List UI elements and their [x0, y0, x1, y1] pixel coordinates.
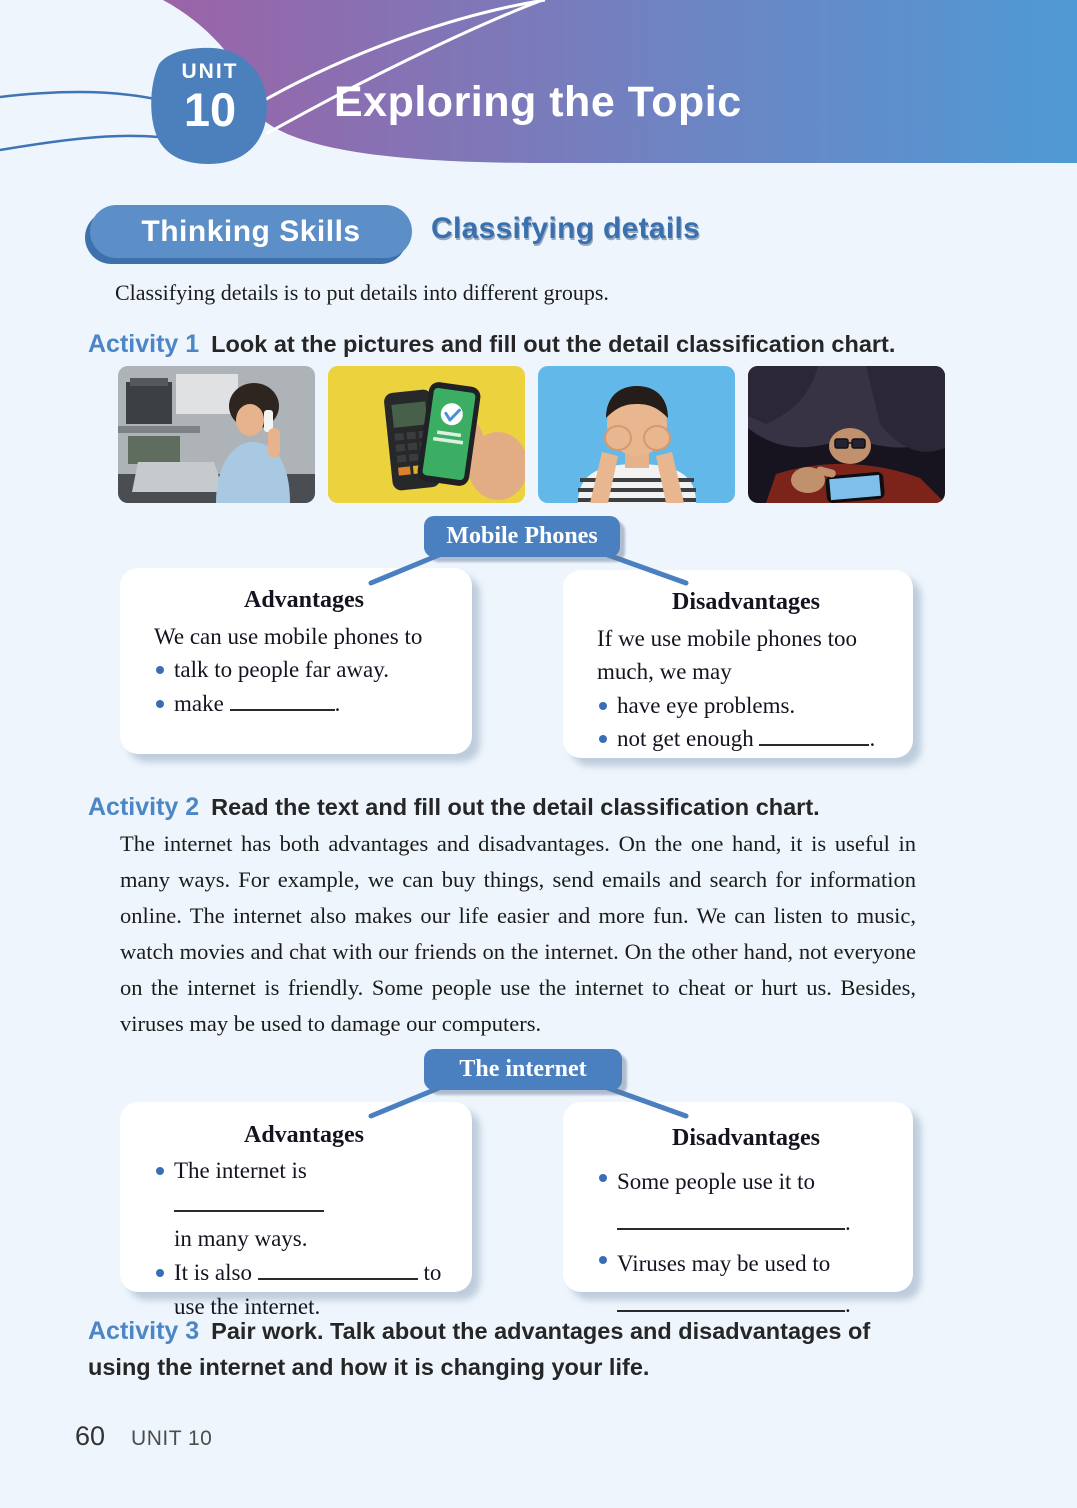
bullet-dot-icon [597, 689, 617, 723]
fill-in-blank[interactable] [230, 691, 335, 711]
activity3-label: Activity 3 [88, 1317, 200, 1345]
chart1-disadvantages-card [563, 570, 913, 758]
list-item: make . [154, 687, 454, 721]
disadvantages-heading: Disadvantages [671, 589, 821, 615]
list-item: Some people use it to . [597, 1161, 895, 1243]
thinking-skills-label: Thinking Skills [141, 214, 361, 248]
chart2-advantages-card [120, 1102, 472, 1319]
photo-row [118, 366, 945, 503]
footer-unit-label: UNIT 10 [131, 1427, 213, 1450]
bullet-dot-icon [154, 1256, 174, 1324]
chart2-disadvantages-card [563, 1102, 913, 1317]
bullet-dot-icon [597, 722, 617, 756]
page-title: Exploring the Topic [334, 78, 742, 126]
left-blue-line-2 [0, 136, 158, 150]
photo-boy-rubbing-eyes [538, 366, 735, 503]
unit-word: UNIT [181, 60, 239, 83]
thinking-skills-pill [90, 205, 412, 258]
unit-number: 10 [183, 83, 237, 136]
bullet-dot-icon [154, 687, 174, 721]
fill-in-blank[interactable] [258, 1260, 418, 1280]
bullet-dot-icon [154, 1154, 174, 1256]
chart1-topic-label: Mobile Phones [424, 516, 620, 557]
advantages-heading: Advantages [243, 587, 364, 613]
fill-in-blank[interactable] [617, 1292, 845, 1312]
list-item: have eye problems. [597, 689, 895, 723]
activity2-instruction: Read the text and fill out the detail classification chart. [211, 794, 820, 820]
reading-passage: The internet has both advantages and disadvantages. On the one hand, it is useful in many ways. For example, we can buy things, send emails and search for information online. The internet also makes our life easier and more fun. We can listen to music, watch movies and chat with our friends on the internet. On the other hand, not everyone on the internet is friendly. Some people use the internet to cheat or hurt us. Besides, viruses may be used to damage our computers. [120, 831, 916, 1036]
unit-badge [153, 60, 267, 134]
list-item: The internet is in many ways. [154, 1154, 454, 1256]
fill-in-blank[interactable] [617, 1210, 845, 1230]
skill-definition: Classifying details is to put details into different groups. [115, 280, 609, 305]
fill-in-blank[interactable] [174, 1192, 324, 1212]
disadvantages-heading: Disadvantages [671, 1125, 821, 1151]
activity1-instruction: Look at the pictures and fill out the detail classification chart. [211, 331, 896, 357]
photo-child-using-phone-under-blanket-night [748, 366, 945, 503]
photo-mobile-payment-terminal [328, 366, 525, 503]
chart2-topic-label: The internet [424, 1049, 622, 1090]
activity3-instruction: Pair work. Talk about the advantages and disadvantages of using the internet and how it is changing your life. [88, 1318, 871, 1380]
page-number: 60 [75, 1421, 106, 1451]
activity2-label: Activity 2 [88, 793, 200, 821]
list-item: It is also to use the internet. [154, 1256, 454, 1324]
list-item: talk to people far away. [154, 653, 454, 687]
list-item: not get enough . [597, 722, 895, 756]
bullet-dot-icon [597, 1161, 617, 1243]
bullet-dot-icon [597, 1243, 617, 1325]
advantages-heading: Advantages [243, 1122, 364, 1148]
list-item: Viruses may be used to . [597, 1243, 895, 1325]
skill-name: Classifying details [431, 212, 701, 245]
fill-in-blank[interactable] [759, 726, 869, 746]
left-blue-line-1 [0, 92, 160, 100]
activity2-heading [88, 789, 988, 825]
advantages-lead: We can use mobile phones to [154, 623, 423, 649]
activity1-heading [88, 326, 988, 362]
bullet-dot-icon [154, 653, 174, 687]
page-footer [75, 1421, 212, 1452]
chart1-advantages-card [120, 568, 472, 754]
disadvantages-lead: If we use mobile phones too much, we may [597, 625, 857, 684]
activity1-label: Activity 1 [88, 330, 200, 358]
photo-woman-talking-on-phone-at-office [118, 366, 315, 503]
